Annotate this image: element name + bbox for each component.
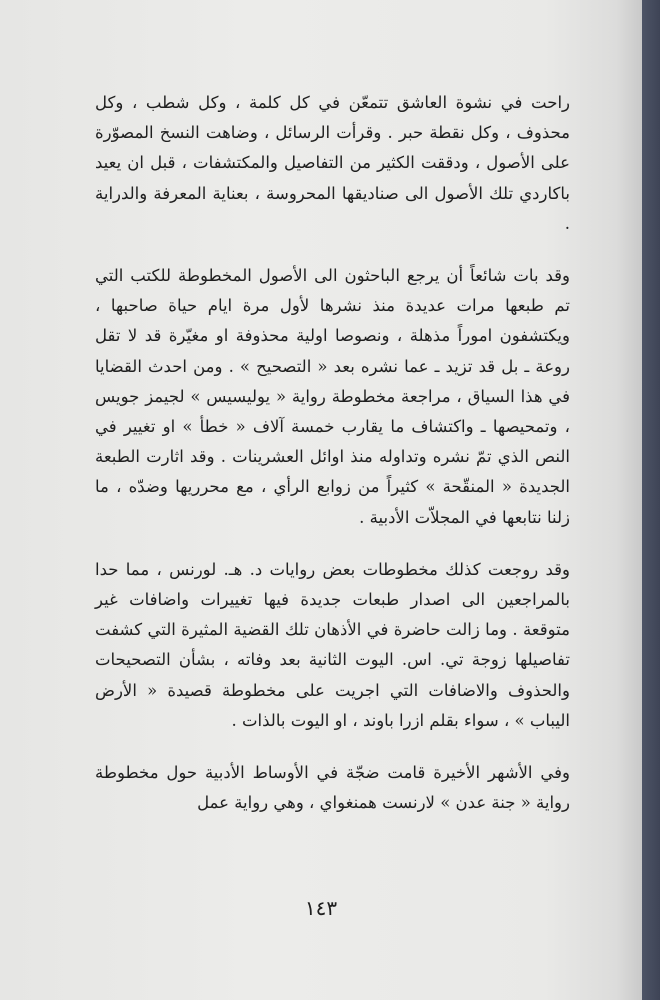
paragraph-4: وفي الأشهر الأخيرة قامت ضجّة في الأوساط الأدبية حول مخطوطة رواية « جنة عدن » لارنست همنغواي ، وهي رواية عمل <box>95 763 570 813</box>
body-text <box>95 88 570 840</box>
paragraph-2: وقد بات شائعاً أن يرجع الباحثون الى الأصول المخطوطة للكتب التي تم طبعها مرات عديدة منذ نشرها لأول مرة ايام حياة صاحبها ، ويكتشفون اموراً مذهلة ، ونصوصا اولية محذوفة او مغيّرة قد لا تقل روعة ـ بل قد تزيد ـ عما نشره بعد « التصحيح » . ومن احدث القضايا في هذا السياق ، مراجعة مخطوطة رواية « يوليسيس » لجيمز جويس ، وتمحيصها ـ واكتشاف ما يقارب خمسة آلاف « خطأ » او تغيير في النص الذي تمّ نشره وتداوله منذ اوائل العشرينات . وقد اثارت الطبعة الجديدة « المنقّحة » كثيراً من زوابع الرأي ، مع محرريها وضدّه ، ما زلنا نتابعها في المجلاّت الأدبية . <box>95 266 570 527</box>
paragraph-1: راحت في نشوة العاشق تتمعّن في كل كلمة ، وكل شطب ، وكل محذوف ، وكل نقطة حبر . وقرأت الرسائل ، وضاهت النسخ المصوّرة على الأصول ، ودققت الكثير من التفاصيل والمكتشفات ، قبل ان يعيد باكاردي تلك الأصول الى صناديقها المحروسة ، بعناية المعرفة والدراية . <box>95 93 570 233</box>
book-edge <box>642 0 660 1000</box>
paragraph-3: وقد روجعت كذلك مخطوطات بعض روايات د. هـ. لورنس ، مما حدا بالمراجعين الى اصدار طبعات جديدة فيها تغييرات واضافات غير متوقعة . وما زالت حاضرة في الأذهان تلك القضية المثيرة التي كشفت تفاصيلها زوجة تي. اس. اليوت الثانية بعد وفاته ، بشأن التصحيحات والحذوف والاضافات التي اجريت على مخطوطة قصيدة « الأرض اليباب » ، سواء بقلم ازرا باوند ، او اليوت بالذات . <box>95 559 570 730</box>
page-number: ١٤٣ <box>304 896 338 920</box>
